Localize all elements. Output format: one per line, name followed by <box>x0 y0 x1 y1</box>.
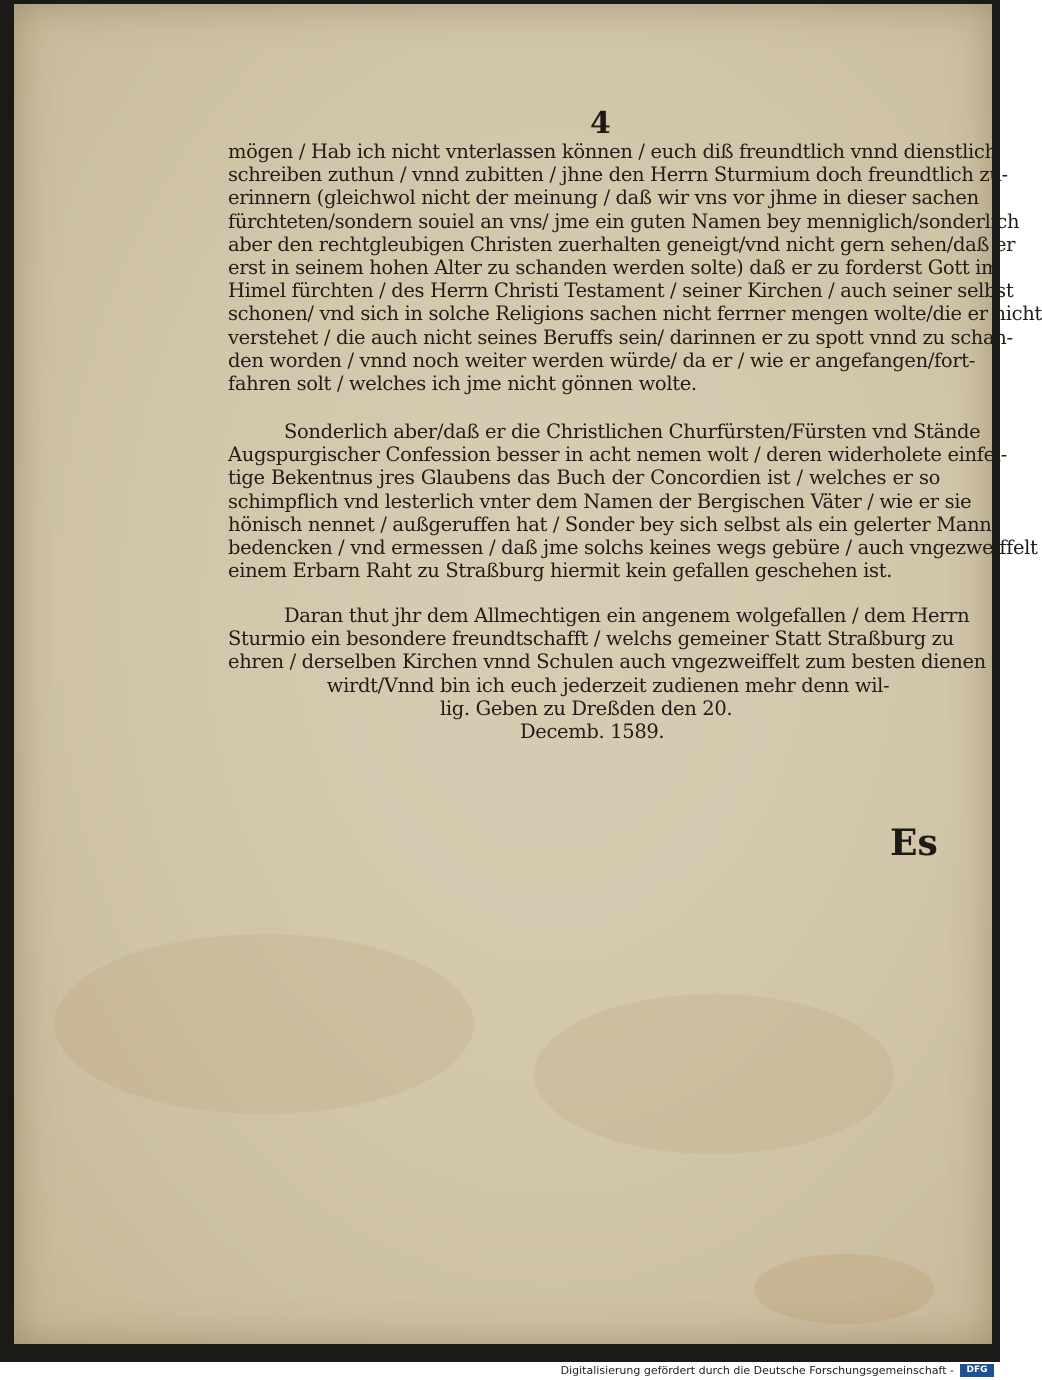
paragraph-2 <box>228 420 1038 583</box>
text-line: erst in seinem hohen Alter zu schanden werden solte) daß er zu forderst Gott im <box>228 256 1000 280</box>
text-line: Augspurgischer Confession besser in acht nemen wolt / deren widerholete einfel- <box>228 443 1007 467</box>
paragraph-1 <box>228 140 1042 396</box>
text-line: Himel fürchten / des Herrn Christi Testament / seiner Kirchen / auch seiner selbst <box>228 279 1014 303</box>
page-number: 4 <box>590 106 611 141</box>
catchword: Es <box>890 822 938 864</box>
dfg-logo-icon: DFG <box>960 1364 994 1377</box>
text-line: schreiben zuthun / vnnd zubitten / jhne den Herrn Sturmium doch freundtlich zu- <box>228 163 1008 187</box>
text-line: hönisch nennet / außgeruffen hat / Sonder bey sich selbst als ein gelerter Mann <box>228 512 992 536</box>
footer-credit: Digitalisierung gefördert durch die Deutsche Forschungsgemeinschaft - <box>560 1364 954 1377</box>
text-line: lig. Geben zu Dreßden den 20. <box>440 696 733 720</box>
text-line: bedencken / vnd ermessen / daß jme solchs keines wegs gebüre / auch vngezweiffelt <box>228 536 1038 560</box>
text-line: ehren / derselben Kirchen vnnd Schulen auch vngezweiffelt zum besten dienen <box>228 650 986 674</box>
text-line: Sonderlich aber/daß er die Christlichen Churfürsten/Fürsten vnd Stände <box>284 420 981 443</box>
text-line: schimpflich vnd lesterlich vnter dem Namen der Bergischen Väter / wie er sie <box>228 489 972 513</box>
text-line: Decemb. 1589. <box>520 720 665 744</box>
text-line: Daran thut jhr dem Allmechtigen ein angenem wolgefallen / dem Herrn <box>284 604 970 627</box>
text-line: schonen/ vnd sich in solche Religions sachen nicht ferrner mengen wolte/die er nicht <box>228 302 1042 326</box>
text-line: mögen / Hab ich nicht vnterlassen können / euch diß freundtlich vnnd dienstlich <box>228 140 997 163</box>
text-line: einem Erbarn Raht zu Straßburg hiermit kein gefallen geschehen ist. <box>228 559 893 583</box>
text-line: erinnern (gleichwol nicht der meinung / daß wir vns vor jhme in dieser sachen <box>228 186 979 210</box>
text-line: wirdt/Vnnd bin ich euch jederzeit zudienen mehr denn wil- <box>326 673 890 697</box>
text-line: fürchteten/sondern souiel an vns/ jme ein guten Namen bey menniglich/sonderlich <box>228 209 1020 233</box>
paragraph-3 <box>228 604 986 744</box>
text-line: den worden / vnnd noch weiter werden würde/ da er / wie er angefangen/fort- <box>228 348 976 372</box>
water-stain <box>534 994 894 1154</box>
water-stain <box>54 934 474 1114</box>
text-line: fahren solt / welches ich jme nicht gönnen wolte. <box>228 372 697 396</box>
text-line: verstehet / die auch nicht seines Beruffs sein/ darinnen er zu spott vnnd zu schan- <box>228 325 1013 349</box>
text-line: Sturmio ein besondere freundtschafft / welchs gemeiner Statt Straßburg zu <box>228 627 954 651</box>
water-stain <box>754 1254 934 1324</box>
text-line: aber den rechtgleubigen Christen zuerhalten geneigt/vnd nicht gern sehen/daß er <box>228 232 1016 256</box>
text-line: tige Bekentnus jres Glaubens das Buch der Concordien ist / welches er so <box>228 466 940 490</box>
